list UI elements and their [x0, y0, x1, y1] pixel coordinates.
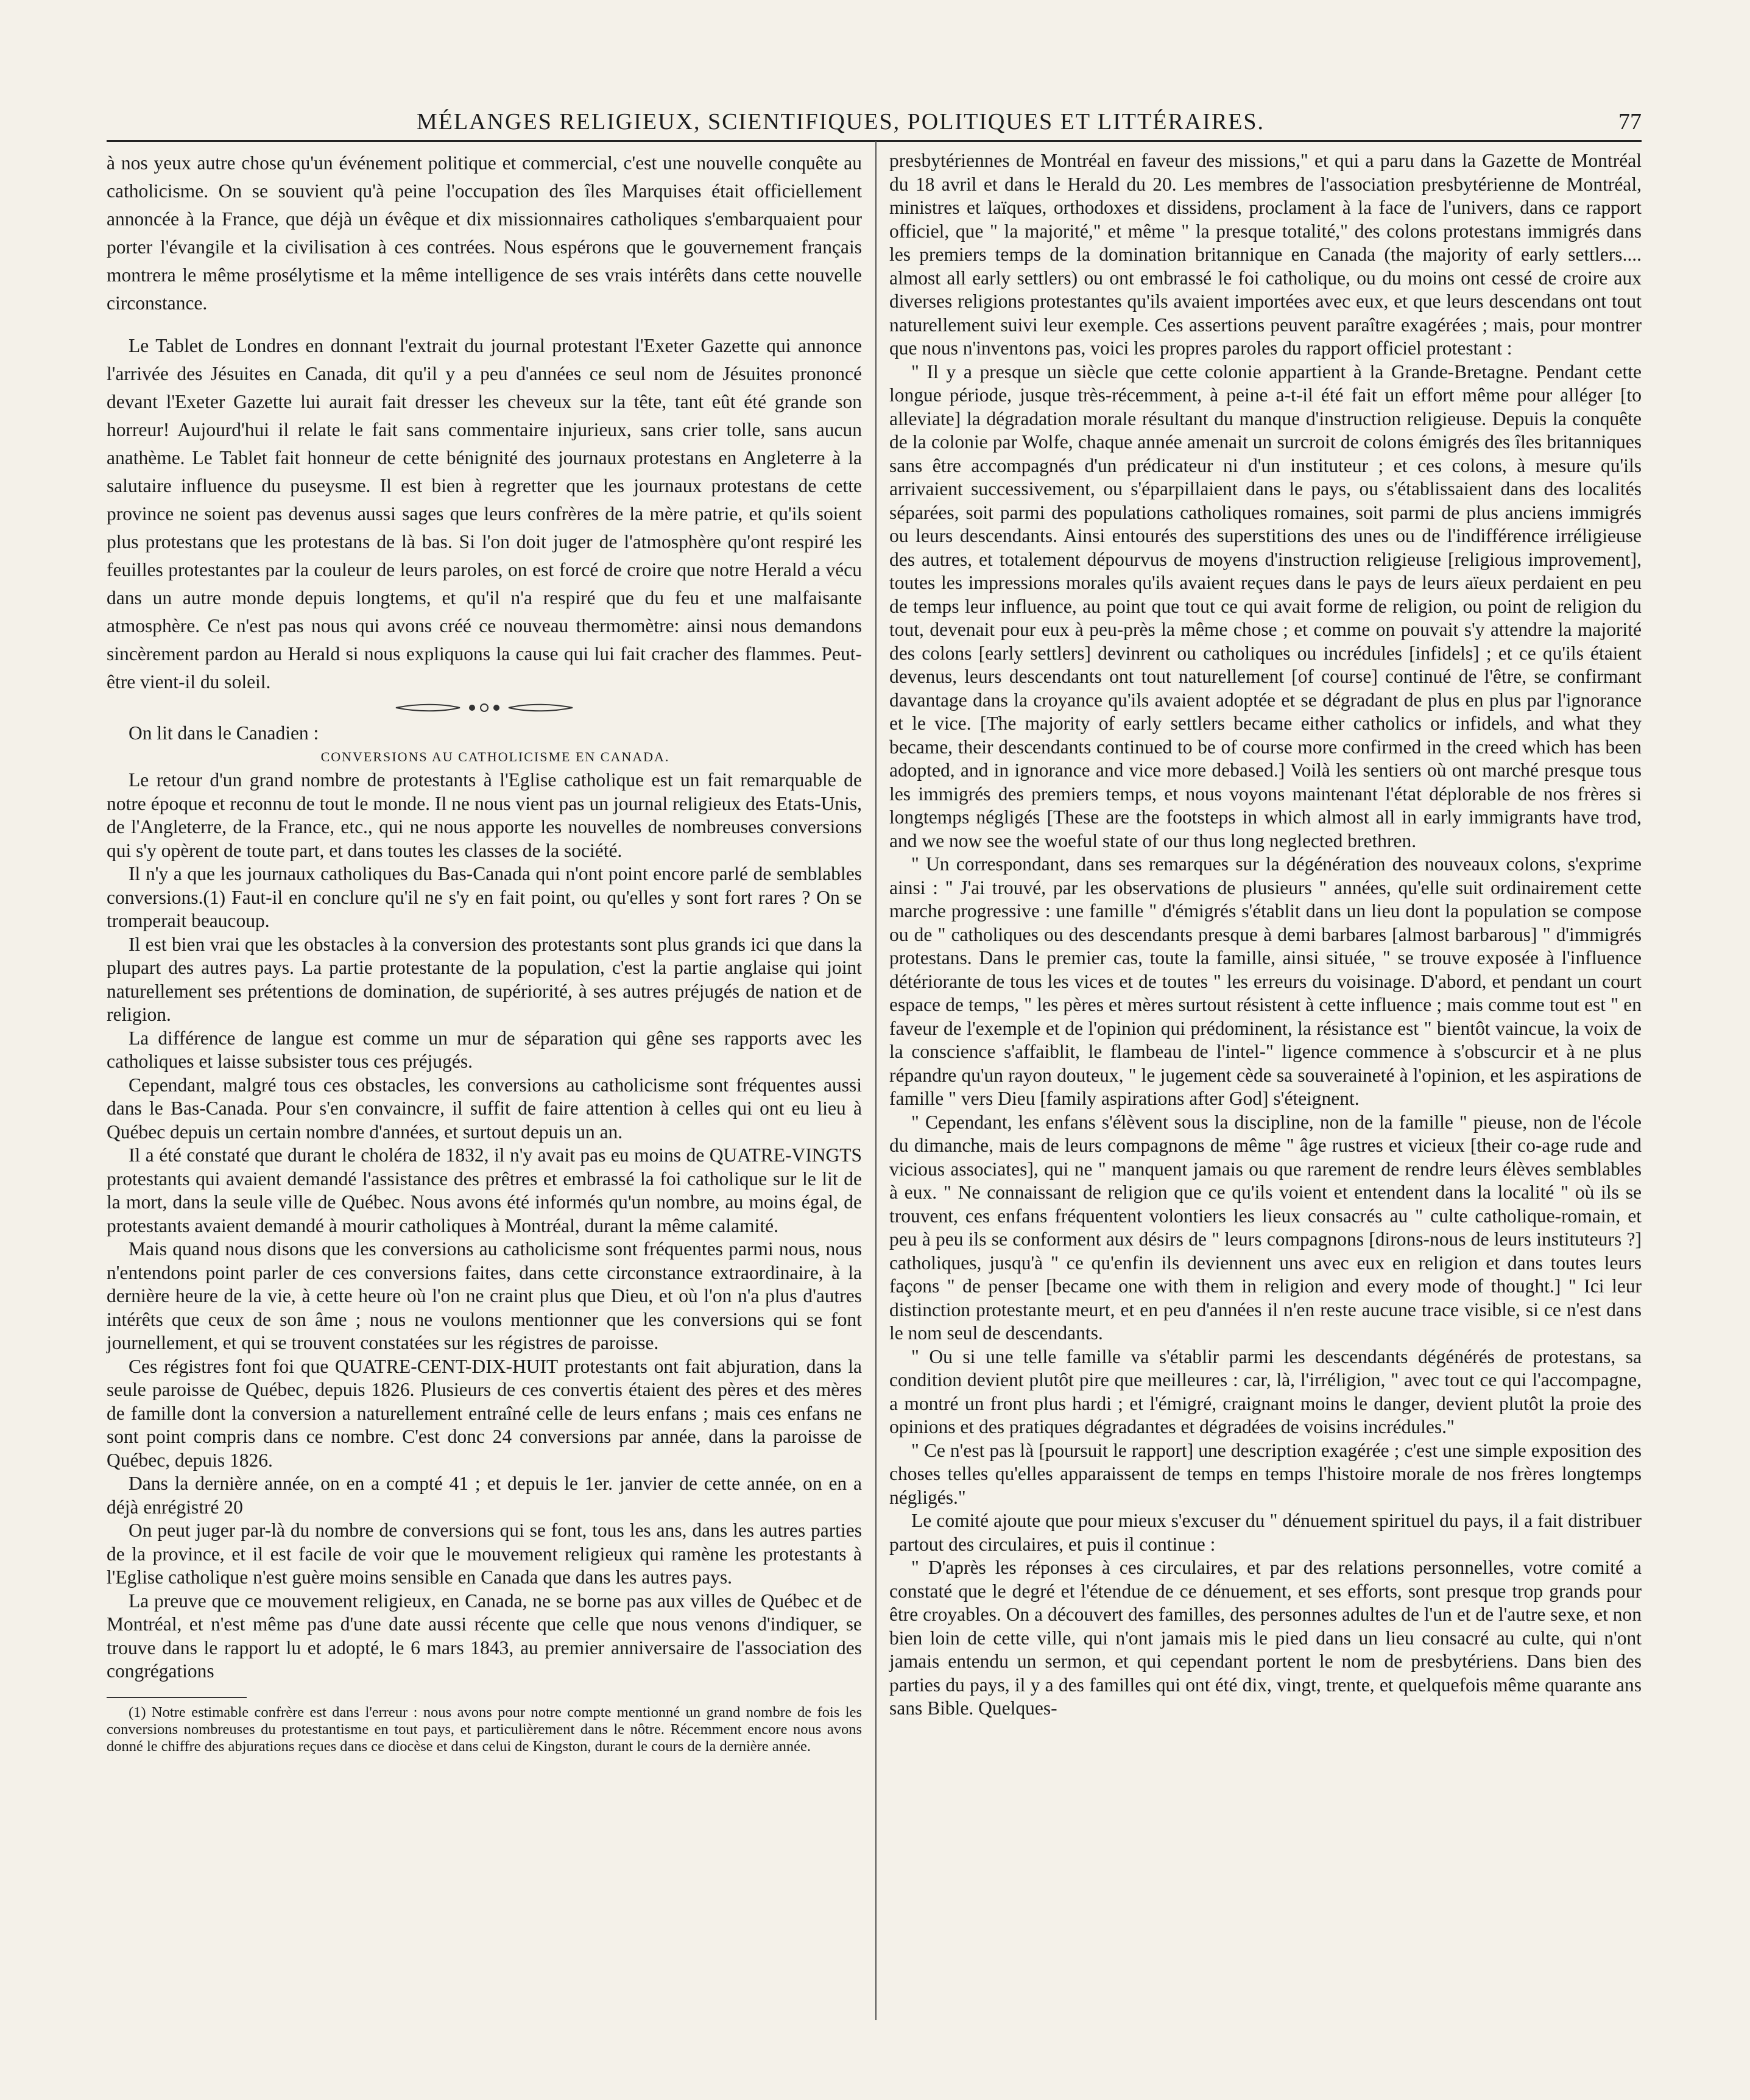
- paragraph: Le comité ajoute que pour mieux s'excuser du " dénuement spirituel du pays, il a fait distribuer partout des circulaires, et puis il continue :: [889, 1510, 1642, 1555]
- paragraph: Il n'y a que les journaux catholiques du Bas-Canada qui n'ont point encore parlé de semblables conversions.(1) Faut-il en conclure qu'il ne s'y en fait point, ou qu'elles y sont fort rares ? On se tromperait beaucoup.: [107, 863, 862, 931]
- column-divider: [875, 141, 877, 2020]
- right-column: [889, 149, 1642, 1721]
- quoted-paragraph: " Ou si une telle famille va s'établir parmi les descendants dégénérés de protestans, sa condition devient plutôt pire que meilleures : car, là, l'irréligion, " avec tout ce qui l'accompagne, a montré un front plus hardi ; et l'émigré, craignant moins le danger, devient plutôt la proie des opinions et des pratiques dégradantes et dégradées de voisins incrédules.": [889, 1345, 1642, 1437]
- footnote-rule: [107, 1697, 247, 1698]
- paragraph: Mais quand nous disons que les conversions au catholicisme sont fréquentes parmi nous, nous n'entendons point parler de ces conversions faites, dans cette circonstance extraordinaire, à la dernière heure de la vie, à cette heure où l'on ne craint plus que Dieu, et où l'on n'a plus d'autres intérêts que ceux de son âme ; nous ne voulons mentionner que les conversions qui se font journellement, et qui se trouvent constatées sur les régistres de paroisse.: [107, 1238, 862, 1353]
- left-column: [107, 149, 862, 1755]
- page-header: [107, 108, 1642, 145]
- paragraph: Il a été constaté que durant le choléra de 1832, il n'y avait pas eu moins de QUATRE-VINGTS protestants qui avaient demandé l'assistance des prêtres et embrassé la foi catholique sur le lit de la mort, dans la seule ville de Québec. Nous avons été informés qu'un nombre, au moins égal, de protestants avaient demandé à mourir catholiques à Montréal, durant la même calamité.: [107, 1144, 862, 1236]
- section-heading: CONVERSIONS AU CATHOLICISME EN CANADA.: [320, 749, 670, 764]
- paragraph: On peut juger par-là du nombre de conversions qui se font, tous les ans, dans les autres parties de la province, et il est facile de voir que le mouvement religieux qui ramène les protestants à l'Eglise catholique n'est guère moins sensible en Canada que dans les autres pays.: [107, 1520, 862, 1588]
- paragraph: La preuve que ce mouvement religieux, en Canada, ne se borne pas aux villes de Québec et de Montréal, et n'est même pas d'une date aussi récente que celle que nous venons d'indiquer, se trouve dans le rapport lu et adopté, le 6 mars 1843, au premier anniversaire de l'association des congrégations: [107, 1590, 862, 1682]
- paragraph: presbytériennes de Montréal en faveur des missions," et qui a paru dans la Gazette de Montréal du 18 avril et dans le Herald du 20. Les membres de l'association presbytérienne de Montréal, ministres et laïques, orthodoxes et dissidens, proclament à la face de l'univers, dans ce rapport officiel, que " la majorité," et même " la presque totalité," des colons protestans immigrés dans les premiers temps de la domination britannique en Canada (the majority of early settlers.... almost all early settlers) ou ont embrassé le foi catholique, ou du moins ont cessé de croire aux diverses religions protestantes qu'ils avaient importées avec eux, et que leurs descendans ont tout naturellement suivi leur exemple. Ces assertions peuvent paraître exagérées ; mais, pour montrer que nous n'inventons pas, voici les propres paroles du rapport officiel protestant :: [889, 150, 1642, 359]
- quoted-paragraph: " Ce n'est pas là [poursuit le rapport] une description exagérée ; c'est une simple exposition des choses telles qu'elles apparaissent de temps en temps l'histoire morale de nos frères longtemps négligés.": [889, 1439, 1642, 1508]
- footnote: (1) Notre estimable confrère est dans l'erreur : nous avons pour notre compte mentionné un grand nombre de fois les conversions nombreuses du protestantisme en tout pays, et particulièrement dans le nôtre. Récemment encore nous avons donné le chiffre des abjurations reçues dans ce diocèse et dans celui de Kingston, durant le cours de la dernière année.: [107, 1704, 862, 1755]
- paragraph: Cependant, malgré tous ces obstacles, les conversions au catholicisme sont fréquentes aussi dans le Bas-Canada. Pour s'en convaincre, il suffit de faire attention à celles qui ont eu lieu à Québec depuis un certain nombre d'années, et surtout depuis un an.: [107, 1074, 862, 1143]
- ornament-divider: [393, 702, 576, 713]
- page-number: 77: [1618, 109, 1642, 135]
- paragraph: à nos yeux autre chose qu'un événement politique et commercial, c'est une nouvelle conquête au catholicisme. On se souvient qu'à peine l'occupation des îles Marquises était officiellement annoncée à la France, que déjà un évêque et dix missionnaires catholiques s'embarquaient pour porter l'évangile et la civilisation à ces contrées. Nous espérons que le gouvernement français montrera le même prosélytisme et la même intelligence de ses vrais intérêts dans cette nouvelle circonstance.: [107, 152, 862, 314]
- paragraph: Le Tablet de Londres en donnant l'extrait du journal protestant l'Exeter Gazette qui annonce l'arrivée des Jésuites en Canada, dit qu'il y a peu d'années ce seul nom de Jésuites prononcé devant l'Exeter Gazette lui aurait fait dresser les cheveux sur la tête, tant eût été grande son horreur! Aujourd'hui il relate le fait sans commentaire injurieux, sans crier tolle, sans aucun anathème. Le Tablet fait honneur de cette bénignité des journaux protestans en Angleterre à la salutaire influence du puseysme. Il est bien à regretter que les journaux protestans de cette province ne soient pas devenus aussi sages que leurs confrères de la mère patrie, et qu'ils soient plus protestans que les protestans de là bas. Si l'on doit juger de l'atmosphère qu'ont respiré les feuilles protestantes par la couleur de leurs paroles, on est forcé de croire que notre Herald a vécu dans un autre monde depuis longtems, et qu'il n'a respiré que du feu et une malfaisante atmosphère. Ce n'est pas nous qui avons créé ce nouveau thermomètre: ainsi nous demandons sincèrement pardon au Herald si nous expliquons la cause qui lui fait cracher des flammes. Peut-être vient-il du soleil.: [107, 335, 862, 692]
- quoted-paragraph: " D'après les réponses à ces circulaires, et par des relations personnelles, votre comité a constaté que le degré et l'étendue de ce dénuement, et ses efforts, sont presque trop grands pour être croyables. On a découvert des familles, des personnes adultes de l'un et de l'autre sexe, et non bien loin de cette ville, qui n'ont jamais mis le pied dans un lieu consacré au culte, qui n'ont jamais entendu un sermon, et qui cependant portent le nom de presbytériens. Dans bien des parties du pays, il y a des familles qui ont été dix, vingt, trente, et quelquefois même quarante ans sans Bible. Quelques-: [889, 1557, 1642, 1719]
- quoted-paragraph: " Un correspondant, dans ses remarques sur la dégénération des nouveaux colons, s'exprime ainsi : " J'ai trouvé, par les observations de plusieurs " années, qu'elle suit ordinairement cette marche progressive : une famille " d'émigrés s'établit dans un lieu dont la population se compose ou de " catholiques ou des descendants presque à demi barbares [almost barbarous] " d'immigrés protestans. Dans le premier cas, toute la famille, ainsi située, " se trouve exposée à l'influence détériorante de tous les vices et de toutes " les erreurs du voisinage. D'abord, et pendant un court espace de temps, " les pères et mères surtout résistent à cette influence ; mais comme tout est " en faveur de l'exemple et de l'opinion qui prédominent, la résistance est " bientôt vaincue, la voix de la conscience s'affaiblit, le flambeau de l'intel-" ligence commence à s'obscurcir et à ne plus répandre qu'un rayon douteux, " le jugement cède sa souveraineté à l'opinion, et les aspirations de famille " vers Dieu [family aspirations after God] s'éteignent.: [889, 853, 1642, 1109]
- header-rule: [107, 140, 1642, 142]
- quoted-paragraph: " Il y a presque un siècle que cette colonie appartient à la Grande-Bretagne. Pendant cette longue période, jusque très-récemment, à peine a-t-il été fait un effort même pour alléger [to alleviate] la dégradation morale résultant du manque d'instruction religieuse. Depuis la conquête de la colonie par Wolfe, chaque année amenait un surcroit de colons émigrés des îles britanniques sans être accompagnés d'un prédicateur ni d'un instituteur ; et ces colons, à mesure qu'ils arrivaient successivement, ou s'éparpillaient dans le pays, ou s'établissaient dans des localités séparées, soit parmi des populations catholiques romaines, soit parmi de plus anciens immigrés ou leurs descendants. Ainsi entourés des superstitions des unes ou de l'indifférence irréligieuse des autres, et totalement dépourvus de moyens d'instruction religieuse [religious improvement], toutes les impressions morales qu'ils avaient reçues dans le pays de leurs aïeux perdaient en peu de temps leur influence, au point que tout ce qui avait forme de religion, ou point de religion du tout, devenait pour eux à peu-près la même chose ; et comme on pouvait s'y attendre la majorité des colons [early settlers] devinrent ou catholiques ou incrédules [infidels] ; et ce qu'ils étaient devenus, leurs descendants ont tout naturellement [of course] continué de l'être, se confirmant davantage dans la croyance qu'ils avaient adoptée et se dégradant de plus en plus par l'ignorance et le vice. [The majority of early settlers became either catholics or infidels, and what they became, their descendants continued to be of course more confirmed in the creed which has been adopted, and in ignorance and vice more debased.] Voilà les sentiers où ont marché presque tous les immigrés des premiers temps, et nous voyons maintenant l'état déplorable de nos frères si longtemps négligés [These are the footsteps in which almost all in early immigrants have trod, and we now see the woeful state of our thus long neglected brethren.: [889, 361, 1642, 851]
- paragraph: La différence de langue est comme un mur de séparation qui gêne ses rapports avec les catholiques et laisse subsister tous ces préjugés.: [107, 1027, 862, 1072]
- source-intro: On lit dans le Canadien :: [129, 722, 319, 744]
- paragraph: Dans la dernière année, on en a compté 41 ; et depuis le 1er. janvier de cette année, on en a déjà enrégistré 20: [107, 1473, 862, 1518]
- running-title: MÉLANGES RELIGIEUX, SCIENTIFIQUES, POLITIQUES ET LITTÉRAIRES.: [416, 109, 1265, 135]
- paragraph: Ces régistres font foi que QUATRE-CENT-DIX-HUIT protestants ont fait abjuration, dans la seule paroisse de Québec, depuis 1826. Plusieurs de ces convertis étaient des pères et des mères de famille dont la conversion a naturellement entraîné celle de leurs enfans ; mais ces enfans ne sont point compris dans ce nombre. C'est donc 24 conversions par année, dans la paroisse de Québec, depuis 1826.: [107, 1355, 862, 1471]
- paragraph: Il est bien vrai que les obstacles à la conversion des protestants sont plus grands ici que dans la plupart des autres pays. La partie protestante de la population, c'est la partie anglaise qui joint naturellement ses prétentions de domination, de supériorité, à ses autres préjugés de nation et de religion.: [107, 933, 862, 1025]
- paragraph: Le retour d'un grand nombre de protestants à l'Eglise catholique est un fait remarquable de notre époque et reconnu de tout le monde. Il ne nous vient pas un journal religieux des Etats-Unis, de l'Angleterre, de la France, etc., qui ne nous apporte les nouvelles de nombreuses conversions qui s'y opèrent de toute part, et dans toutes les classes de la société.: [107, 769, 862, 861]
- quoted-paragraph: " Cependant, les enfans s'élèvent sous la discipline, non de la famille " pieuse, non de l'école du dimanche, mais de leurs compagnons de même " âge rustres et vicieux [their co-age rude and vicious associates], qui ne " manquent jamais ou que rarement de rendre leurs élèves semblables à eux. " Ne connaissant de religion que ce qu'ils voient et entendent dans la localité " où ils se trouvent, ces enfans fréquentent volontiers les lieux consacrés au " culte catholique-romain, et peu à peu ils se conforment aux désirs de " leurs compagnons [dirons-nous de leurs instituteurs ?] catholiques, jusqu'à " ce qu'enfin ils deviennent uns avec eux en religion et dans toutes leurs façons " de penser [became one with them in religion and every mode of thought.] " Ici leur distinction protestante meurt, et en peu d'années il n'en reste aucune trace visible, si ce n'est dans le nom seul de descendants.: [889, 1111, 1642, 1344]
